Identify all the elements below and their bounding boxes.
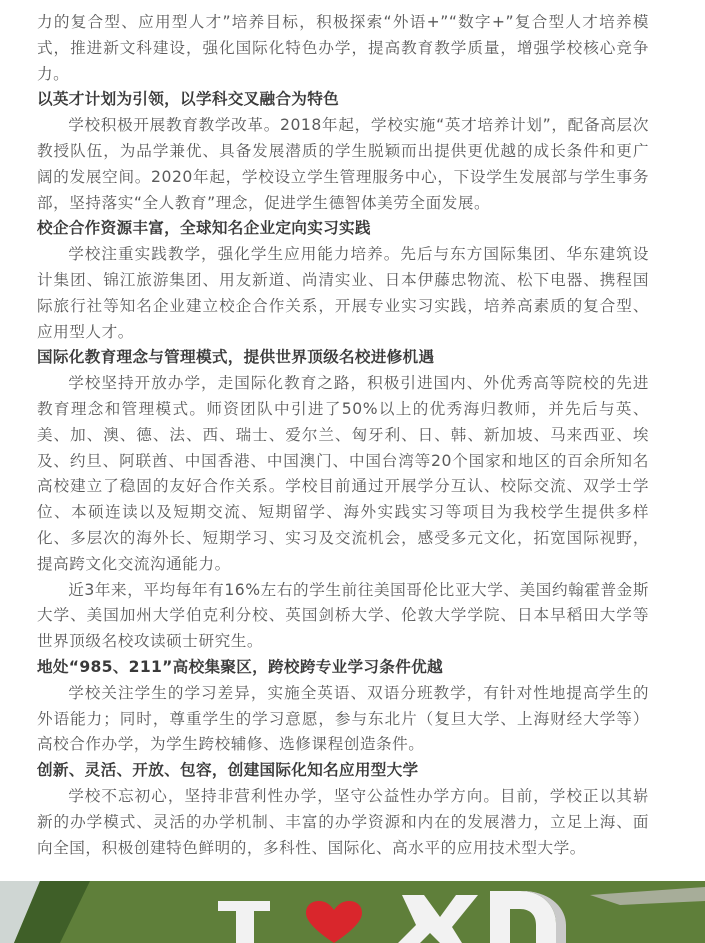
section-heading-mission: 创新、灵活、开放、包容，创建国际化知名应用型大学 bbox=[37, 761, 419, 780]
campus-photo bbox=[0, 881, 705, 943]
paragraph-industry-cooperation: 学校注重实践教学，强化学生应用能力培养。先后与东方国际集团、华东建筑设计集团、锦江旅游集团、用友新道、尚清实业、日本伊藤忠物流、松下电器、携程国际旅行社等知名企业建立校企合作关系，开展专业实习实践，培养高素质的复合型、应用型人才。 bbox=[37, 245, 649, 341]
paragraph-talent-plan: 学校积极开展教育教学改革。2018年起，学校实施“英才培养计划”，配备高层次教授队伍，为品学兼优、具备发展潜质的学生脱颖而出提供更优越的成长条件和更广阔的发展空间。2020年起，学校设立学生管理服务中心，下设学生发展部与学生事务部，坚持落实“全人教育”理念，促进学生德智体美劳全面发展。 bbox=[37, 116, 649, 212]
sign-letter-i-stem bbox=[236, 909, 254, 943]
article-body bbox=[37, 10, 649, 861]
paragraph-graduate-study: 近3年来，平均每年有16%左右的学生前往美国哥伦比亚大学、美国约翰霍普金斯大学、美国加州大学伯克利分校、英国剑桥大学、伦敦大学学院、日本早稻田大学等世界顶级名校攻读硕士研究生。 bbox=[37, 580, 649, 651]
paragraph-mission: 学校不忘初心，坚持非营利性办学，坚守公益性办学方向。目前，学校正以其崭新的办学模式、灵活的办学机制、丰富的办学资源和内在的发展潜力，立足上海、面向全国，积极创建特色鲜明的，多科性、国际化、高水平的应用技术型大学。 bbox=[37, 786, 649, 857]
paragraph-internationalization: 学校坚持开放办学，走国际化教育之路，积极引进国内、外优秀高等院校的先进教育理念和管理模式。师资团队中引进了50%以上的优秀海归教师，并先后与英、美、加、澳、德、法、西、瑞士、爱尔兰、匈牙利、日、韩、新加坡、马来西亚、埃及、约旦、阿联酋、中国香港、中国澳门、中国台湾等20个国家和地区的百余所知名高校建立了稳固的友好合作关系。学校目前通过开展学分互认、校际交流、双学士学位、本硕连读以及短期交流、短期留学、海外实践实习等项目为我校学生提供多样化、多层次的海外长、短期学习、实习及交流机会，感受多元文化，拓宽国际视野，提高跨文化交流沟通能力。 bbox=[37, 374, 649, 573]
section-heading-university-cluster: 地处“985、211”高校集聚区，跨校跨专业学习条件优越 bbox=[37, 657, 443, 676]
section-heading-internationalization: 国际化教育理念与管理模式，提供世界顶级名校进修机遇 bbox=[37, 348, 435, 367]
paragraph-university-cluster: 学校关注学生的学习差异，实施全英语、双语分班教学，有针对性地提高学生的外语能力；同时，尊重学生的学习意愿，参与东北片（复旦大学、上海财经大学等）高校合作办学，为学生跨校辅修、选修课程创造条件。 bbox=[37, 683, 649, 754]
section-heading-industry-cooperation: 校企合作资源丰富，全球知名企业定向实习实践 bbox=[37, 219, 371, 238]
section-heading-talent-plan: 以英才计划为引领，以学科交叉融合为特色 bbox=[37, 90, 339, 109]
paragraph-intro-continued: 力的复合型、应用型人才”培养目标，积极探索“外语+”“数字+”复合型人才培养模式，推进新文科建设，强化国际化特色办学，提高教育教学质量，增强学校核心竞争力。 bbox=[37, 13, 649, 83]
